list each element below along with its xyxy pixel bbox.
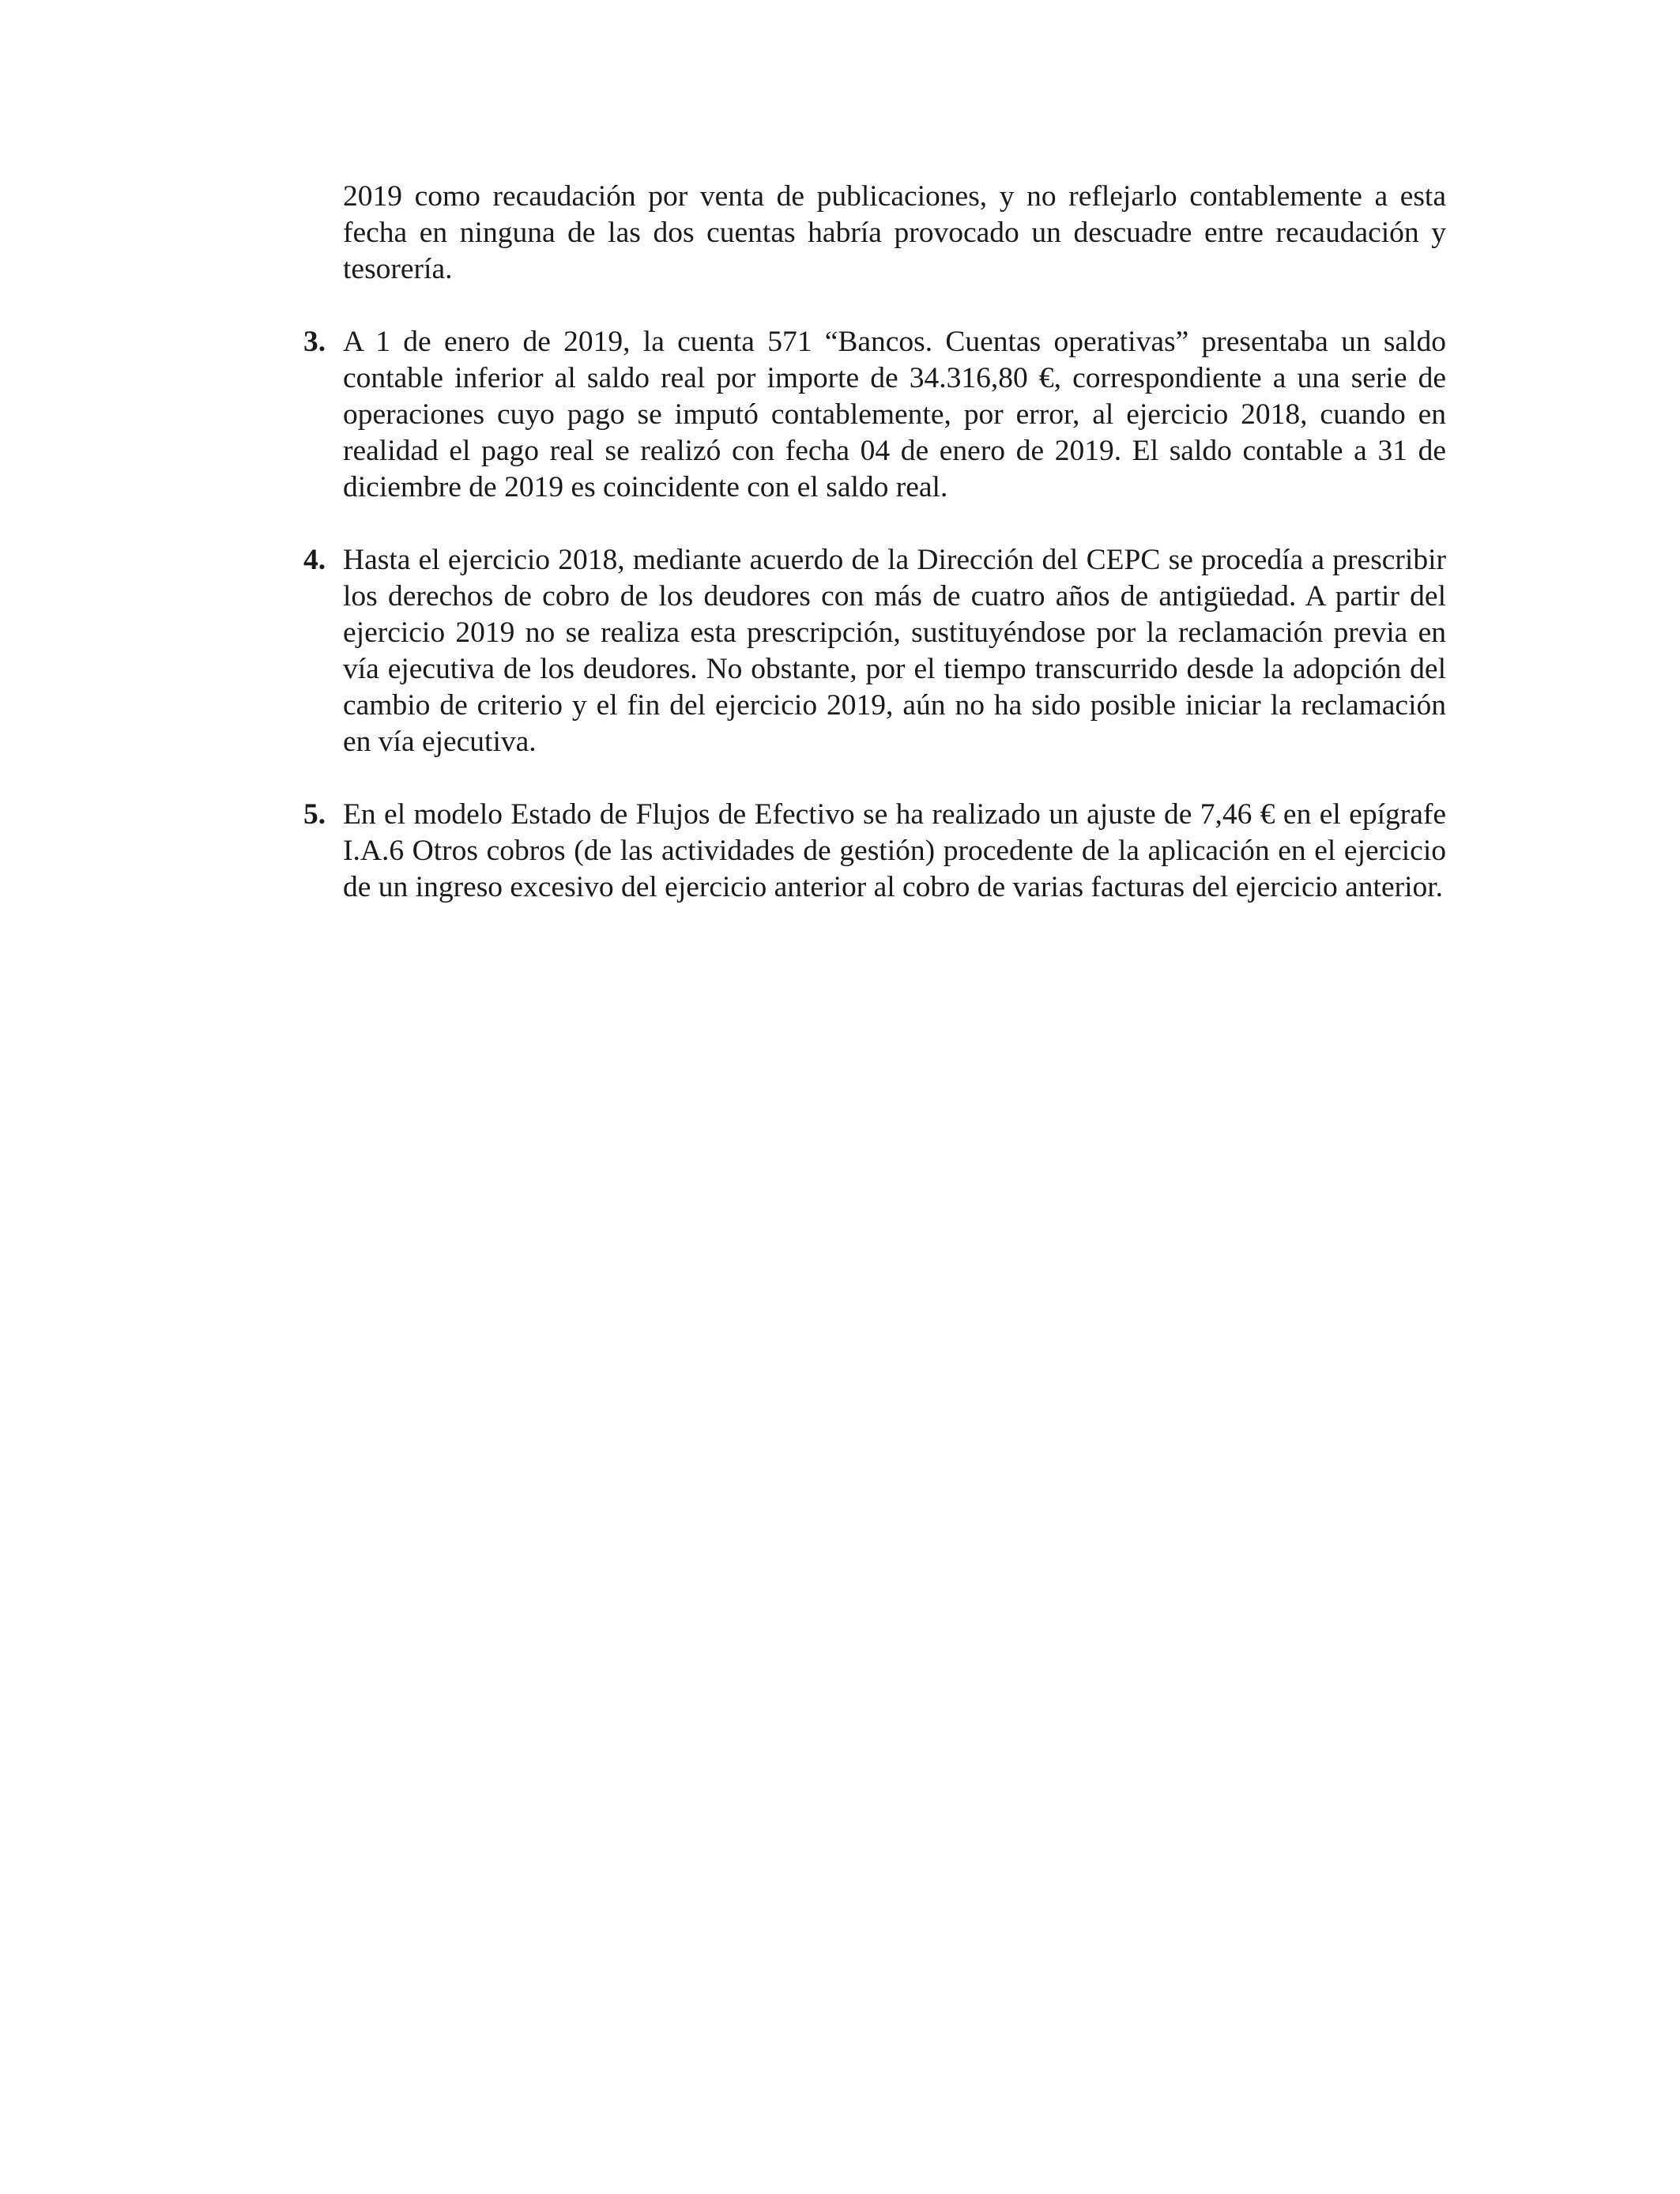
list-item-5 [303,797,1446,906]
item-text: Hasta el ejercicio 2018, mediante acuerdo de la Dirección del CEPC se procedía a prescribir los derechos de cobro de los deudores con más de cuatro años de antigüedad. A partir del ejercicio 2019 no se realiza esta prescripción, sustituyéndose por la reclamación previa en vía ejecutiva de los deudores. No obstante, por el tiempo transcurrido desde la adopción del cambio de criterio y el fin del ejercicio 2019, aún no ha sido posible iniciar la reclamación en vía ejecutiva. [343,544,1446,758]
item-number: 5. [303,798,326,831]
continuation-paragraph: 2019 como recaudación por venta de publicaciones, y no reflejarlo contablemente a esta fecha en ninguna de las dos cuentas habría provocado un descuadre entre recaudación y tesorería. [343,180,1446,285]
list-item-4 [303,542,1446,760]
item-text: A 1 de enero de 2019, la cuenta 571 “Bancos. Cuentas operativas” presentaba un saldo contable inferior al saldo real por importe de 34.316,80 €, correspondiente a una serie de operaciones cuyo pago se imputó contablemente, por error, al ejercicio 2018, cuando en realidad el pago real se realizó con fecha 04 de enero de 2019. El saldo contable a 31 de diciembre de 2019 es coincidente con el saldo real. [343,326,1446,503]
item-text: En el modelo Estado de Flujos de Efectivo se ha realizado un ajuste de 7,46 € en el epígrafe I.A.6 Otros cobros (de las actividades de gestión) procedente de la aplicación en el ejercicio de un ingreso excesivo del ejercicio anterior al cobro de varias facturas del ejercicio anterior. [343,798,1446,903]
list-item-3 [303,324,1446,506]
document-body [303,179,1446,906]
item-number: 4. [303,544,326,576]
item-number: 3. [303,326,326,358]
